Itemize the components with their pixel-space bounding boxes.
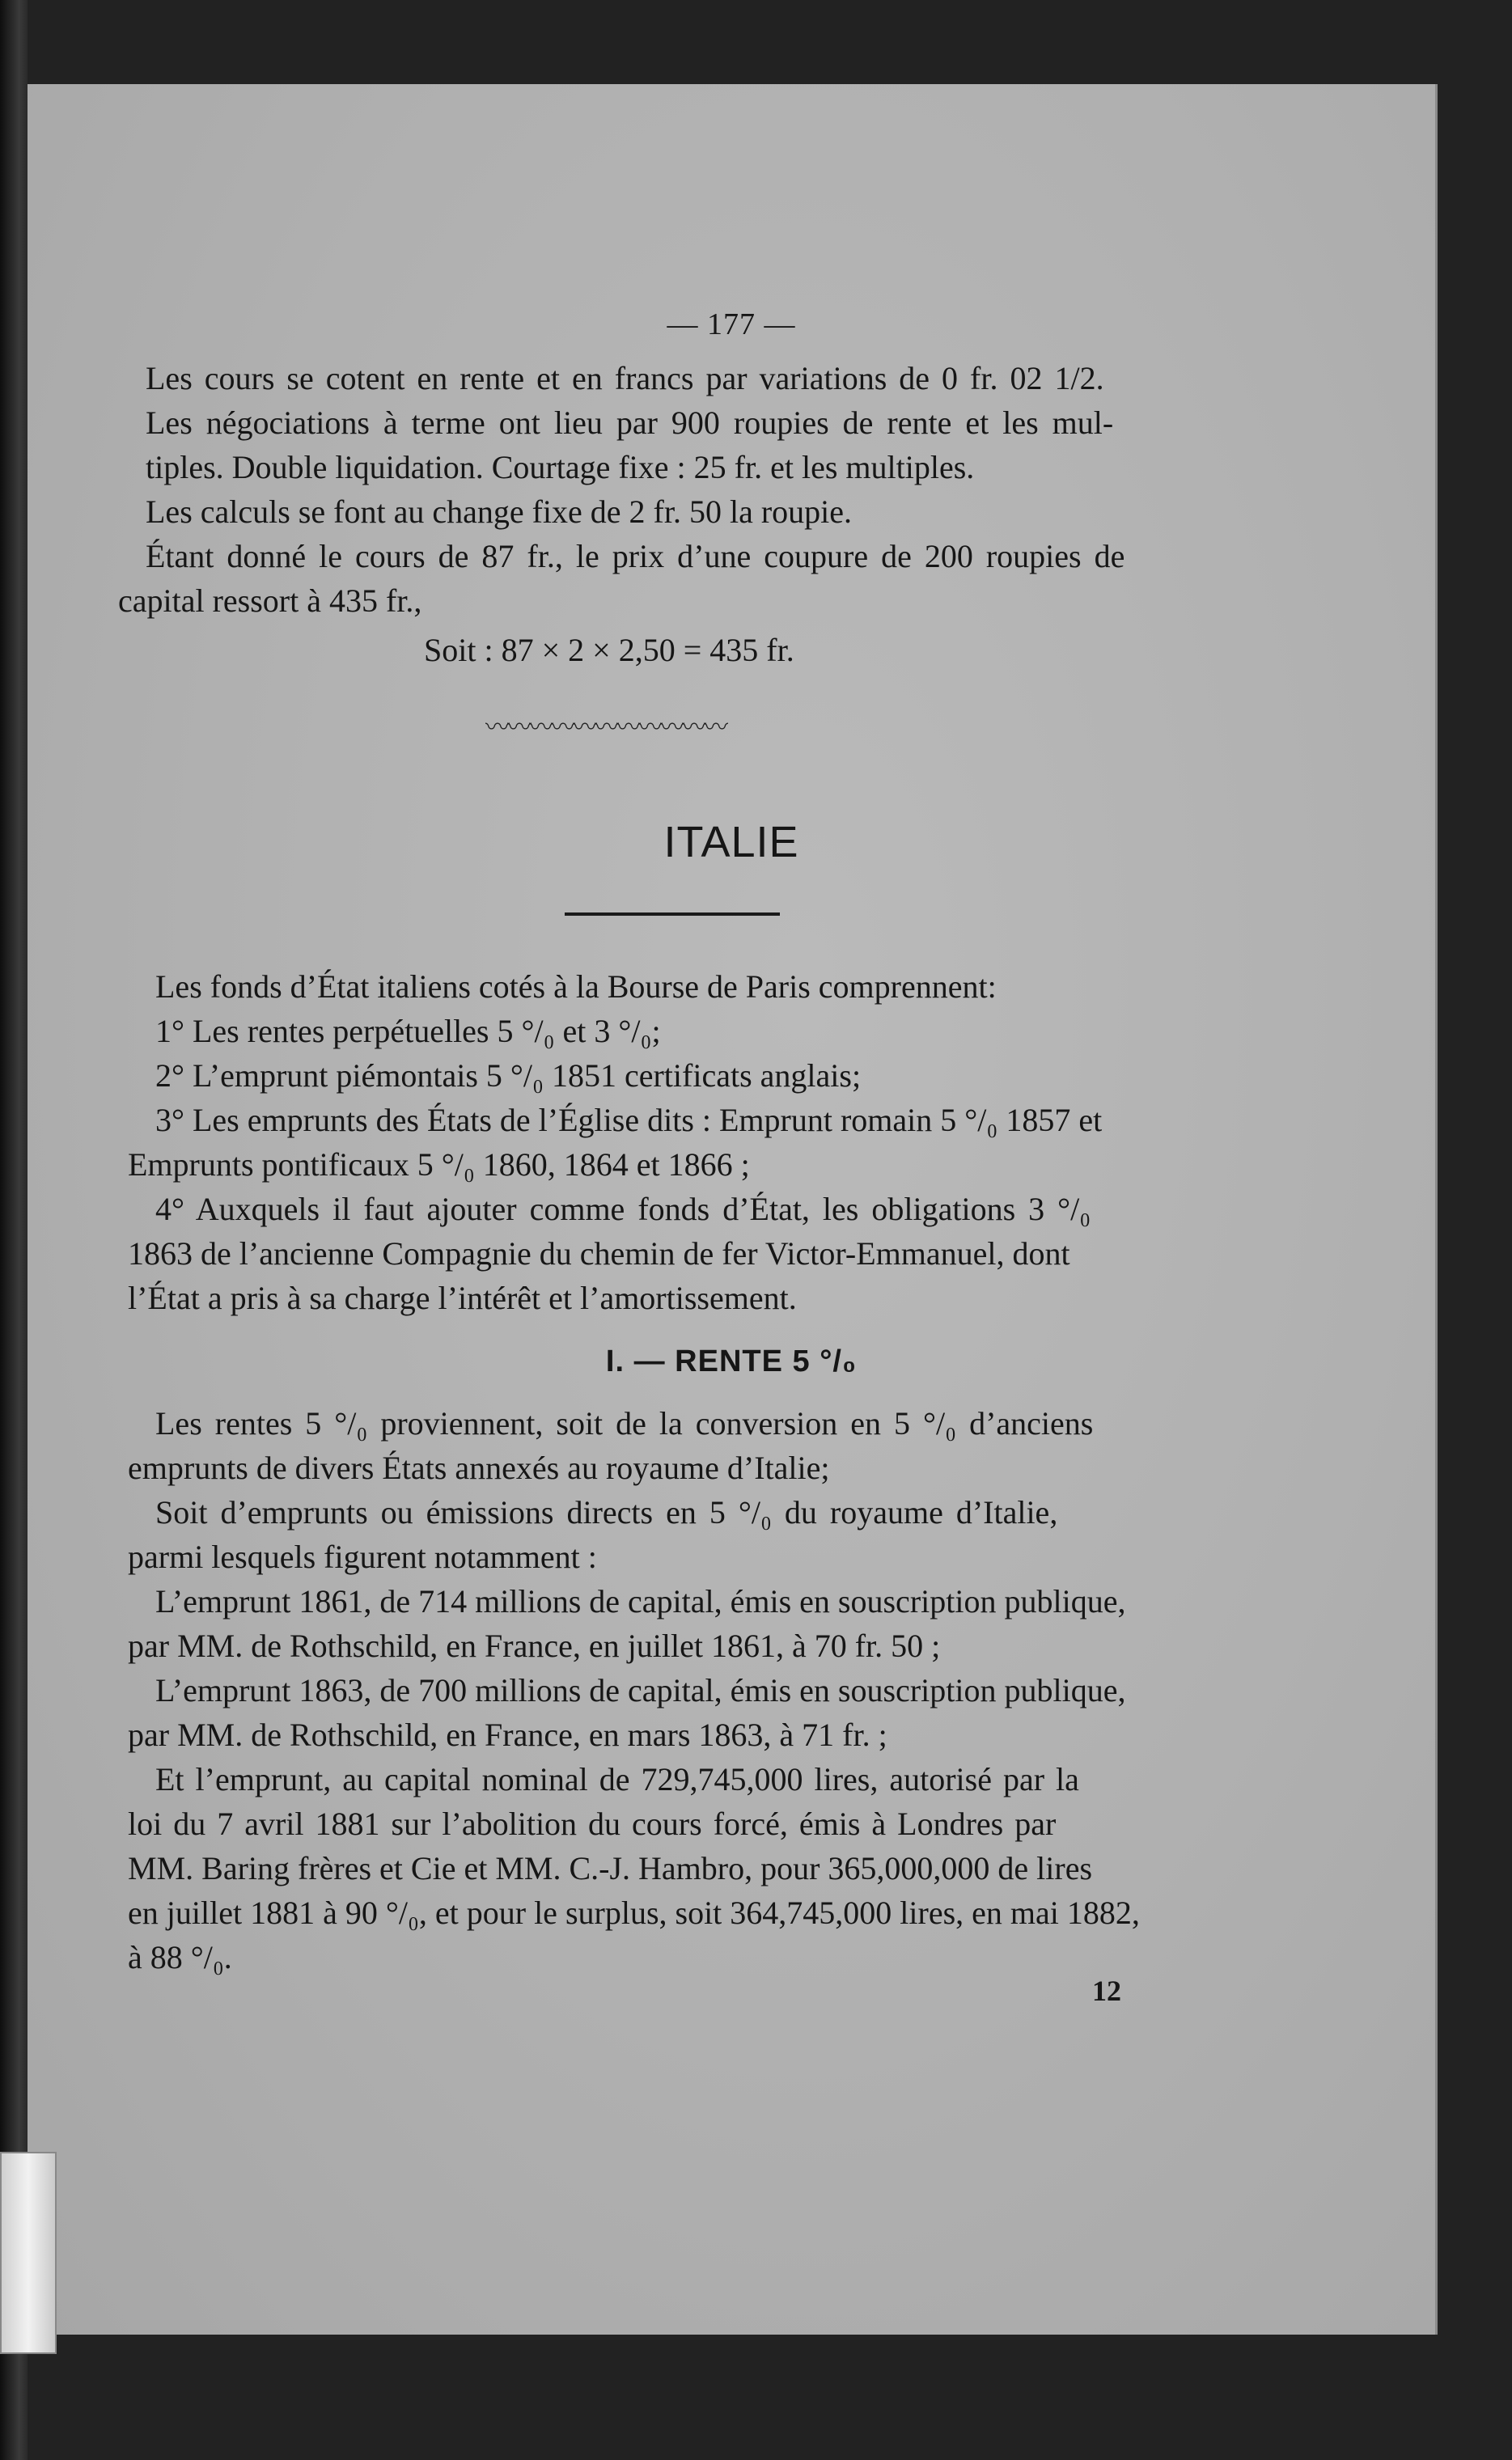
body-line-7: L’emprunt 1863, de 700 millions de capital, émis en souscription publique,: [155, 1672, 1126, 1708]
binding-tab: [0, 2152, 57, 2354]
binding-edge: [0, 0, 28, 2460]
section-line-8: l’État a pris à sa charge l’intérêt et l’amortissement.: [128, 1280, 797, 1316]
section-title: ITALIE: [663, 818, 799, 866]
body-line-13: à 88 °/₀.: [128, 1939, 232, 1975]
signature-mark: 12: [1092, 1975, 1121, 2007]
section-line-4: 3° Les emprunts des États de l’Église dits : Emprunt romain 5 °/₀ 1857 et: [155, 1102, 1103, 1138]
title-rule: [565, 912, 780, 916]
book-page: [28, 84, 1435, 2335]
body-line-6: par MM. de Rothschild, en France, en juillet 1861, à 70 fr. 50 ;: [128, 1628, 941, 1664]
section-line-5: Emprunts pontificaux 5 °/₀ 1860, 1864 et 1866 ;: [128, 1146, 750, 1183]
body-line-10: loi du 7 avril 1881 sur l’abolition du cours forcé, émis à Londres par: [128, 1806, 1057, 1842]
text-line-6: capital ressort à 435 fr.,: [118, 582, 422, 619]
section-line-7: 1863 de l’ancienne Compagnie du chemin de fer Victor-Emmanuel, dont: [128, 1235, 1070, 1272]
decorative-ornament: 〰〰〰〰〰〰〰〰〰〰〰: [485, 713, 726, 736]
body-line-3: Soit d’emprunts ou émissions directs en 5 °/₀ du royaume d’Italie,: [155, 1494, 1058, 1531]
body-line-5: L’emprunt 1861, de 714 millions de capital, émis en souscription publique,: [155, 1583, 1126, 1620]
body-line-2: emprunts de divers États annexés au royaume d’Italie;: [128, 1450, 830, 1486]
section-line-6: 4° Auxquels il faut ajouter comme fonds d’État, les obligations 3 °/₀: [155, 1191, 1091, 1227]
text-line-5: Étant donné le cours de 87 fr., le prix d’une coupure de 200 roupies de: [146, 538, 1125, 574]
formula-line: Soit : 87 × 2 × 2,50 = 435 fr.: [424, 632, 794, 668]
body-line-9: Et l’emprunt, au capital nominal de 729,745,000 lires, autorisé par la: [155, 1761, 1079, 1797]
body-line-1: Les rentes 5 °/₀ proviennent, soit de la conversion en 5 °/₀ d’anciens: [155, 1405, 1094, 1442]
section-line-1: Les fonds d’État italiens cotés à la Bourse de Paris comprennent:: [155, 968, 997, 1005]
text-line-3: tiples. Double liquidation. Courtage fixe : 25 fr. et les multiples.: [146, 449, 975, 485]
subheading: I. — RENTE 5 °/₀: [605, 1344, 858, 1378]
body-line-11: MM. Baring frères et Cie et MM. C.-J. Hambro, pour 365,000,000 de lires: [128, 1850, 1093, 1886]
text-line-2: Les négociations à terme ont lieu par 900 roupies de rente et les mul-: [146, 404, 1114, 441]
section-line-2: 1° Les rentes perpétuelles 5 °/₀ et 3 °/₀;: [155, 1013, 661, 1049]
body-line-4: parmi lesquels figurent notamment :: [128, 1539, 597, 1575]
text-line-1: Les cours se cotent en rente et en francs par variations de 0 fr. 02 1/2.: [146, 360, 1104, 396]
page-number: — 177 —: [667, 307, 796, 341]
body-line-8: par MM. de Rothschild, en France, en mars 1863, à 71 fr. ;: [128, 1717, 887, 1753]
section-line-3: 2° L’emprunt piémontais 5 °/₀ 1851 certificats anglais;: [155, 1057, 862, 1094]
text-line-4: Les calculs se font au change fixe de 2 fr. 50 la roupie.: [146, 493, 853, 530]
body-line-12: en juillet 1881 à 90 °/₀, et pour le surplus, soit 364,745,000 lires, en mai 1882,: [128, 1895, 1140, 1931]
